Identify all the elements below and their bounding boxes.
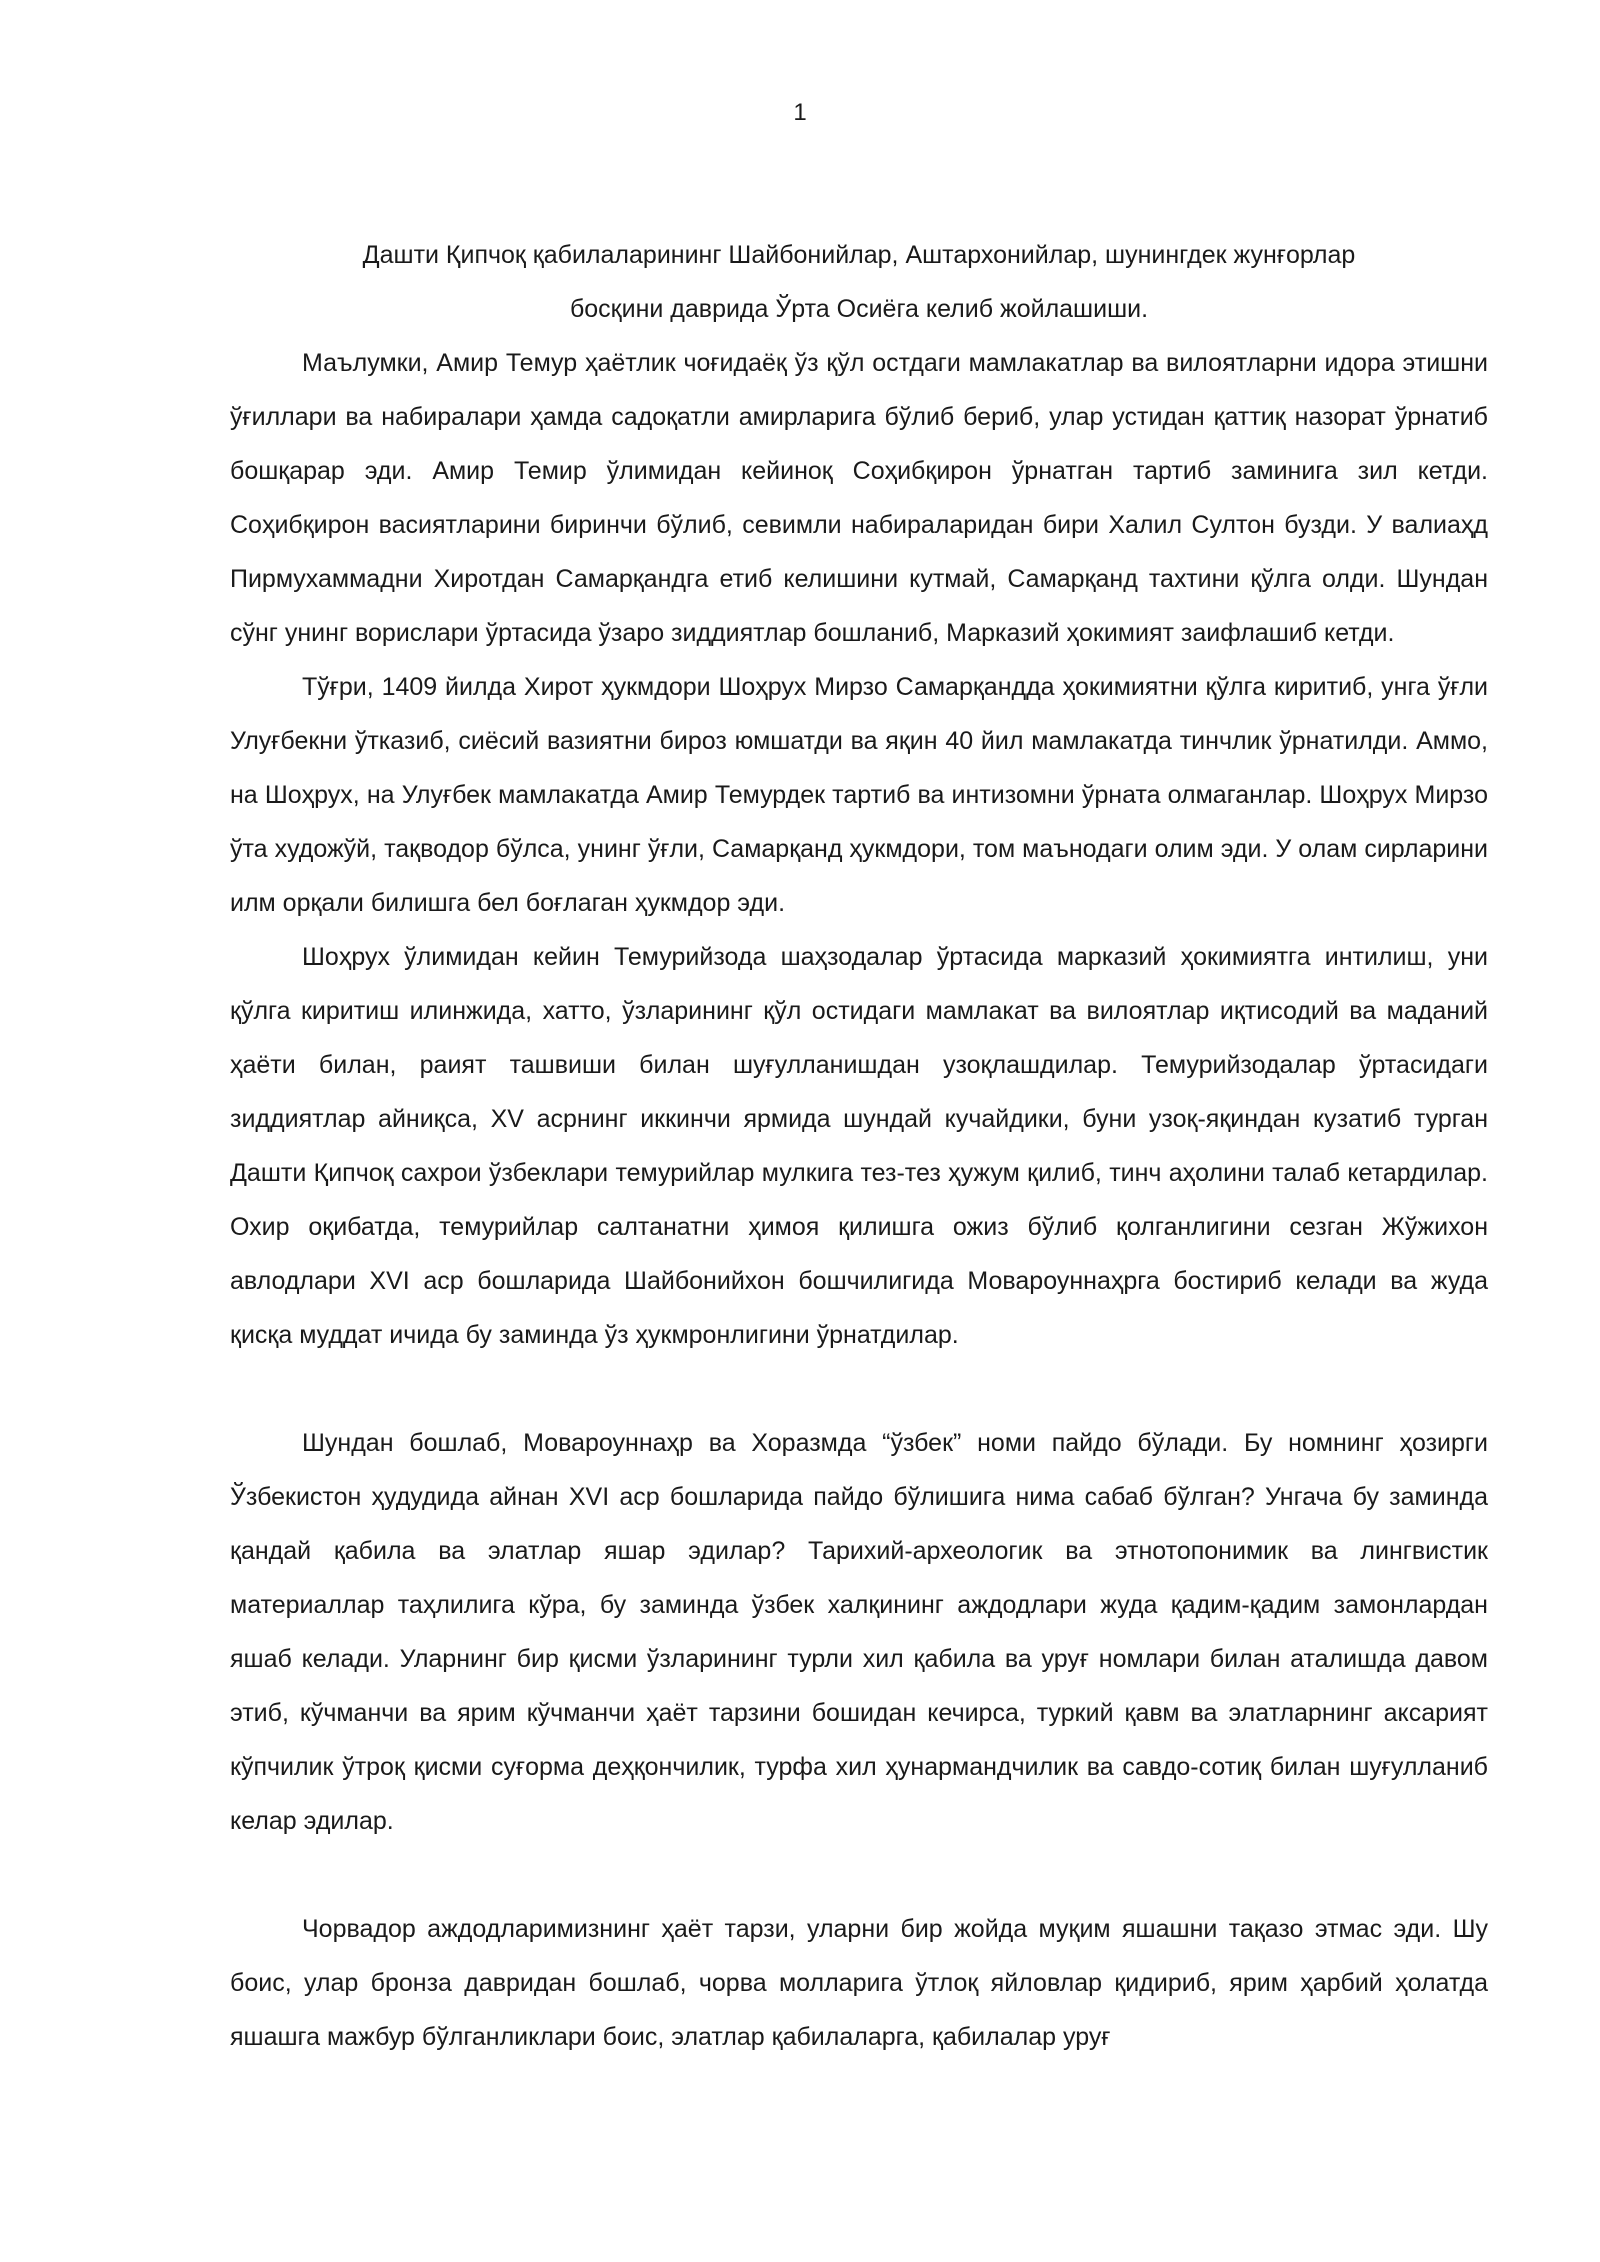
paragraph-1: Маълумки, Амир Темур ҳаётлик чоғидаёқ ўз қўл остдаги мамлакатлар ва вилоятларни идора этишни ўғиллари ва набиралари ҳамда садоқатли амирларига бўлиб бериб, улар устидан қаттиқ назорат ўрнатиб бошқарар эди. Амир Темир ўлимидан кейиноқ Соҳибқирон ўрнатган тартиб заминига зил кетди. Соҳибқирон васиятларини биринчи бўлиб, севимли набираларидан бири Халил Султон бузди. У валиаҳд Пирмухаммадни Хиротдан Самарқандга етиб келишини кутмай, Самарқанд тахтини қўлга олди. Шундан сўнг унинг ворислари ўртасида ўзаро зиддиятлар бошланиб, Марказий ҳокимият заифлашиб кетди.: [230, 349, 1488, 647]
document-title: [230, 228, 1488, 336]
paragraph-4: Шундан бошлаб, Мовароуннаҳр ва Хоразмда “ўзбек” номи пайдо бўлади. Бу номнинг ҳозирги Ўзбекистон ҳудудида айнан XVI аср бошларида пайдо бўлишига нима сабаб бўлган? Унгача бу заминда қандай қабила ва элатлар яшар эдилар? Тарихий-археологик ва этнотопонимик ва лингвистик материаллар таҳлилига кўра, бу заминда ўзбек халқининг аждодлари жуда қадим-қадим замонлардан яшаб келади. Уларнинг бир қисми ўзларининг турли хил қабила ва уруғ номлари билан аталишда давом этиб, кўчманчи ва ярим кўчманчи ҳаёт тарзини бошидан кечирса, туркий қавм ва элатларнинг аксарият кўпчилик ўтроқ қисми суғорма деҳқончилик, турфа хил ҳунармандчилик ва савдо-сотиқ билан шуғулланиб келар эдилар.: [230, 1429, 1488, 1835]
paragraph-5: Чорвадор аждодларимизнинг ҳаёт тарзи, уларни бир жойда муқим яшашни тақазо этмас эди. Шу боис, улар бронза давридан бошлаб, чорва молларига ўтлоқ яйловлар қидириб, ярим ҳарбий ҳолатда яшашга мажбур бўлганликлари боис, элатлар қабилаларга, қабилалар уруғ: [230, 1915, 1488, 2051]
page-number: 1: [793, 99, 807, 126]
title-line-1: Дашти Қипчоқ қабилаларининг Шайбонийлар, Аштархонийлар, шунингдек жунғорлар: [362, 241, 1356, 269]
document-body: [230, 228, 1488, 2064]
paragraph-3: Шоҳрух ўлимидан кейин Темурийзода шаҳзодалар ўртасида марказий ҳокимиятга интилиш, уни қўлга киритиш илинжида, хатто, ўзларининг қўл остидаги мамлакат ва вилоятлар иқтисодий ва маданий ҳаёти билан, раият ташвиши билан шуғулланишдан узоқлашдилар. Темурийзодалар ўртасидаги зиддиятлар айниқса, XV асрнинг иккинчи ярмида шундай кучайдики, буни узоқ-яқиндан кузатиб турган Дашти Қипчоқ сахрои ўзбеклари темурийлар мулкига тез-тез ҳужум қилиб, тинч аҳолини талаб кетардилар. Охир оқибатда, темурийлар салтанатни ҳимоя қилишга ожиз бўлиб қолганлигини сезган Жўжихон авлодлари XVI аср бошларида Шайбонийхон бошчилигида Мовароуннаҳрга бостириб келади ва жуда қисқа муддат ичида бу заминда ўз ҳукмронлигини ўрнатдилар.: [230, 943, 1488, 1349]
title-line-2: босқини даврида Ўрта Осиёга келиб жойлашиши.: [569, 295, 1149, 323]
paragraph-2: Тўғри, 1409 йилда Хирот ҳукмдори Шоҳрух Мирзо Самарқандда ҳокимиятни қўлга киритиб, унга ўғли Улуғбекни ўтказиб, сиёсий вазиятни бироз юмшатди ва яқин 40 йил мамлакатда тинчлик ўрнатилди. Аммо, на Шоҳрух, на Улуғбек мамлакатда Амир Темурдек тартиб ва интизомни ўрната олмаганлар. Шоҳрух Мирзо ўта художўй, тақводор бўлса, унинг ўғли, Самарқанд ҳукмдори, том маънодаги олим эди. У олам сирларини илм орқали билишга бел боғлаган ҳукмдор эди.: [230, 673, 1488, 917]
